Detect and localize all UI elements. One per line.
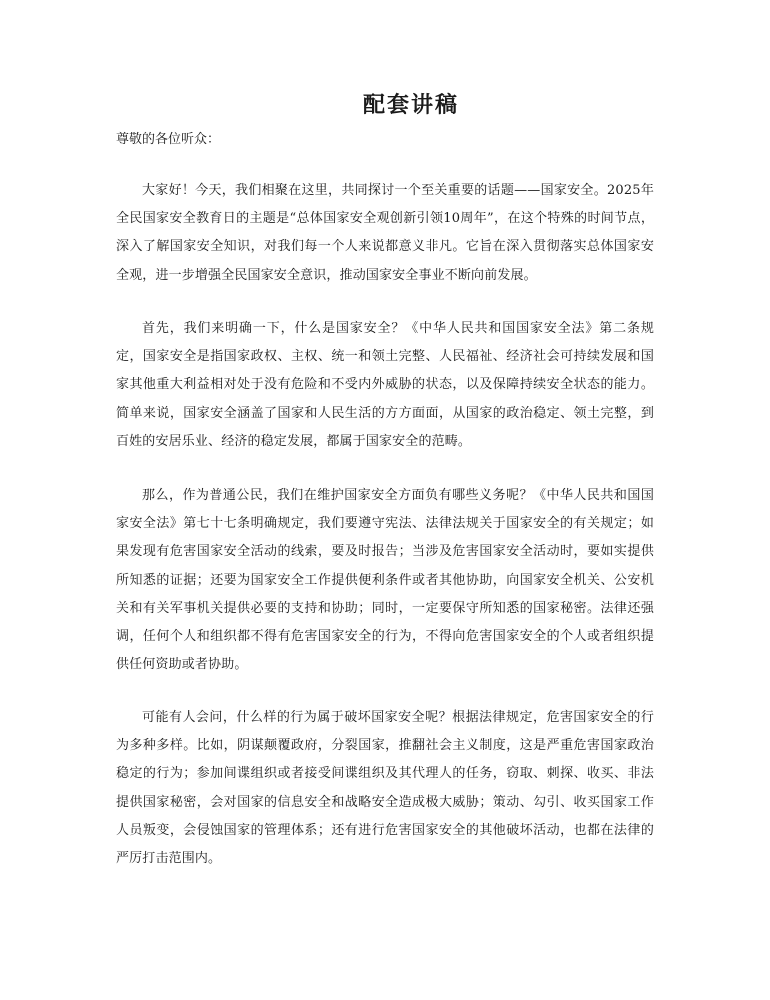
page-title: 配套讲稿 [362,92,459,118]
paragraph-violations: 可能有人会问，什么样的行为属于破坏国家安全呢？根据法律规定，危害国家安全的行为多种多样。比如，阴谋颠覆政府，分裂国家，推翻社会主义制度，这是严重危害国家政治稳定的行为；参加间谍组织或者接受间谍组织及其代理人的任务，窃取、刺探、收买、非法提供国家秘密，会对国家的信息安全和战略安全造成极大威胁；策动、勾引、收买国家工作人员叛变，会侵蚀国家的管理体系；还有进行危害国家安全的其他破坏活动，也都在法律的严厉打击范围内。 [116,710,654,867]
paragraph-intro: 大家好！今天，我们相聚在这里，共同探讨一个至关重要的话题——国家安全。2025年全民国家安全教育日的主题是“总体国家安全观创新引领10周年”，在这个特殊的时间节点，深入了解国家安全知识，对我们每一个人来说都意义非凡。它旨在深入贯彻落实总体国家安全观，进一步增强全民国家安全意识，推动国家安全事业不断向前发展。 [116,183,654,283]
paragraph-obligations: 那么，作为普通公民，我们在维护国家安全方面负有哪些义务呢？《中华人民共和国国家安全法》第七十七条明确规定，我们要遵守宪法、法律法规关于国家安全的有关规定；如果发现有危害国家安全活动的线索，要及时报告；当涉及危害国家安全活动时，要如实提供所知悉的证据；还要为国家安全工作提供便利条件或者其他协助，向国家安全机关、公安机关和有关军事机关提供必要的支持和协助；同时，一定要保守所知悉的国家秘密。法律还强调，任何个人和组织都不得有危害国家安全的行为，不得向危害国家安全的个人或者组织提供任何资助或者协助。 [116,488,654,673]
salutation: 尊敬的各位听众： [116,132,221,147]
paragraph-definition: 首先，我们来明确一下，什么是国家安全？《中华人民共和国国家安全法》第二条规定，国家安全是指国家政权、主权、统一和领土完整、人民福祉、经济社会可持续发展和国家其他重大利益相对处于没有危险和不受内外威胁的状态，以及保障持续安全状态的能力。简单来说，国家安全涵盖了国家和人民生活的方方面面，从国家的政治稳定、领土完整，到百姓的安居乐业、经济的稳定发展，都属于国家安全的范畴。 [116,321,654,449]
